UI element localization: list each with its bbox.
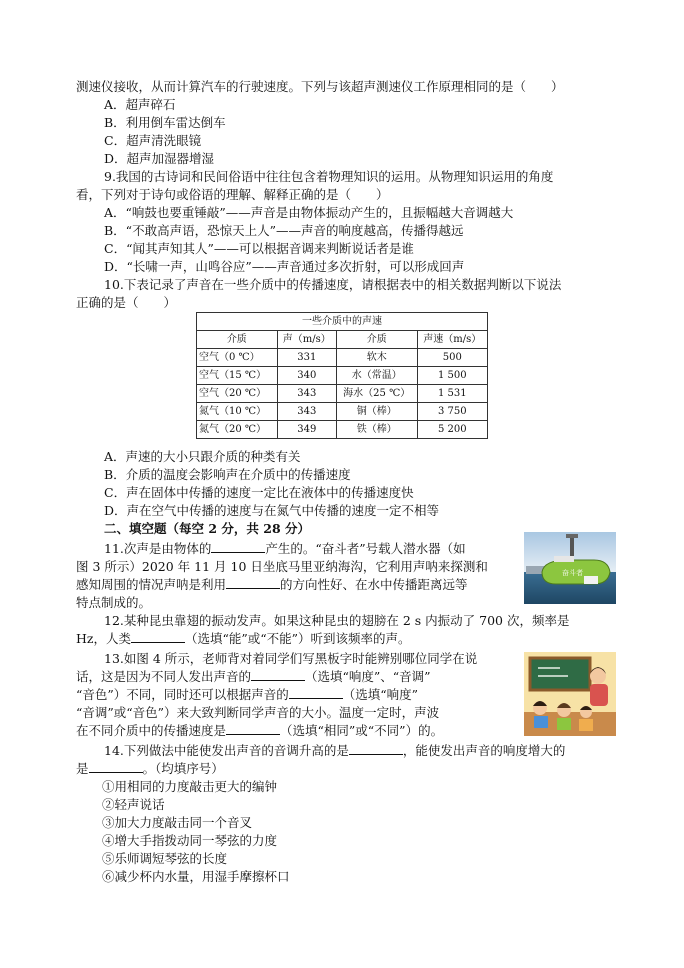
q9-stem-line1: 9.我国的古诗词和民间俗语中往往包含着物理知识的运用。从物理知识运用的角度	[104, 169, 554, 184]
q14-item: ①用相同的力度敲击更大的编钟	[102, 779, 278, 794]
table-cell: 349	[277, 421, 336, 439]
table-header: 声速（m/s）	[417, 331, 487, 349]
q10-stem-line1: 10.下表记录了声音在一些介质中的传播速度，请根据表中的相关数据判断以下说法	[104, 277, 562, 292]
table-header: 介质	[197, 331, 278, 349]
q13-line4: “音调”或“音色”）来大致判断同学声音的大小。温度一定时，声波	[76, 705, 440, 720]
answer-blank[interactable]	[89, 760, 143, 773]
q14-item: ③加大力度敲击同一个音叉	[102, 815, 253, 830]
q11-line2: 图 3 所示）2020 年 11 月 10 日坐底马里亚纳海沟，它利用声呐来探测和	[76, 559, 488, 574]
q10-option-c: C．声在固体中传播的速度一定比在液体中的传播速度快	[104, 485, 414, 500]
q11-line1: 11.次声是由物体的 产生的。“奋斗者”号载人潜水器（如	[104, 541, 466, 556]
q11-line3: 感知周围的情况声呐是利用 的方向性好、在水中传播距离远等	[76, 577, 468, 592]
q10-option-a: A．声速的大小只跟介质的种类有关	[104, 449, 301, 464]
answer-blank[interactable]	[226, 576, 280, 589]
table-cell: 1 500	[417, 367, 487, 385]
q12-line2: Hz，人类 （选填“能”或“不能”）听到该频率的声。	[76, 631, 411, 646]
table-cell: 343	[277, 385, 336, 403]
q9-option-c: C．“闻其声知其人”——可以根据音调来判断说话者是谁	[104, 241, 414, 256]
table-cell: 343	[277, 403, 336, 421]
section-heading: 二、填空题（每空 2 分，共 28 分）	[104, 521, 311, 536]
q8-option-a: A．超声碎石	[104, 97, 176, 112]
table-cell: 5 200	[417, 421, 487, 439]
submersible-photo	[524, 532, 616, 604]
table-cell: 软木	[336, 349, 417, 367]
q8-stem: 测速仪接收，从而计算汽车的行驶速度。下列与该超声测速仪工作原理相同的是（ ）	[76, 79, 564, 94]
q14-item: ②轻声说话	[102, 797, 165, 812]
q8-option-d: D．超声加湿器增湿	[104, 151, 215, 166]
table-header: 声（m/s）	[277, 331, 336, 349]
table-header: 介质	[336, 331, 417, 349]
answer-blank[interactable]	[289, 686, 343, 699]
table-title: 一些介质中的声速	[197, 313, 488, 331]
table-cell: 氮气（10 ℃）	[197, 403, 278, 421]
table-cell: 340	[277, 367, 336, 385]
table-cell: 空气（0 ℃）	[197, 349, 278, 367]
answer-blank[interactable]	[131, 630, 185, 643]
table-cell: 水（常温）	[336, 367, 417, 385]
table-cell: 铜（棒）	[336, 403, 417, 421]
table-row	[197, 421, 488, 439]
q14-item: ④增大手指拨动同一琴弦的力度	[102, 833, 278, 848]
q12-line1: 12.某种昆虫靠翅的振动发声。如果这种昆虫的翅膀在 2 s 内振动了 700 次，频率是	[104, 613, 570, 628]
table-cell: 铁（棒）	[336, 421, 417, 439]
table-cell: 氮气（20 ℃）	[197, 421, 278, 439]
table-cell: 空气（15 ℃）	[197, 367, 278, 385]
table-cell: 331	[277, 349, 336, 367]
answer-blank[interactable]	[349, 742, 403, 755]
q13-line5: 在不同介质中的传播速度是 （选填“相同”或“不同”）的。	[76, 723, 444, 738]
q14-item: ⑥减少杯内水量，用湿手摩擦杯口	[102, 869, 290, 884]
q13-line2: 话，这是因为不同人发出声音的 （选填“响度”、“音调”	[76, 669, 431, 684]
q9-option-b: B．“不敢高声语，恐惊天上人”——声音的响度越高，传播得越远	[104, 223, 464, 238]
q8-option-b: B．利用倒车雷达倒车	[104, 115, 226, 130]
q13-line3: “音色”）不同，同时还可以根据声音的 （选填“响度”	[76, 687, 419, 702]
answer-blank[interactable]	[251, 668, 305, 681]
table-cell: 海水（25 ℃）	[336, 385, 417, 403]
q9-option-d: D．“长啸一声，山鸣谷应”——声音通过多次折射，可以形成回声	[104, 259, 465, 274]
q14-line1: 14.下列做法中能使发出声音的音调升高的是 ，能使发出声音的响度增大的	[104, 743, 566, 758]
q8-option-c: C．超声清洗眼镜	[104, 133, 202, 148]
q9-option-a: A．“响鼓也要重锤敲”——声音是由物体振动产生的，且振幅越大音调越大	[104, 205, 514, 220]
q14-line2: 是 。（均填序号）	[76, 761, 224, 776]
answer-blank[interactable]	[211, 540, 265, 553]
q10-option-d: D．声在空气中传播的速度与在氮气中传播的速度一定不相等	[104, 503, 440, 518]
table-cell: 1 531	[417, 385, 487, 403]
table-row	[197, 403, 488, 421]
answer-blank[interactable]	[226, 722, 280, 735]
q10-stem-line2: 正确的是（ ）	[76, 295, 177, 310]
q9-stem-line2: 看，下列对于诗句或俗语的理解、解释正确的是（ ）	[76, 187, 389, 202]
sound-speed-table	[196, 312, 488, 439]
table-header-row	[197, 331, 488, 349]
q13-line1: 13.如图 4 所示，老师背对着同学们写黑板字时能辨别哪位同学在说	[104, 651, 478, 666]
table-row	[197, 385, 488, 403]
q14-item: ⑤乐师调短琴弦的长度	[102, 851, 228, 866]
table-cell: 空气（20 ℃）	[197, 385, 278, 403]
submersible-label: 奋斗者	[562, 569, 583, 577]
q11-line4: 特点制成的。	[76, 595, 152, 610]
table-cell: 3 750	[417, 403, 487, 421]
classroom-illustration	[524, 652, 616, 736]
table-row	[197, 367, 488, 385]
table-row	[197, 349, 488, 367]
table-cell: 500	[417, 349, 487, 367]
q10-option-b: B．介质的温度会影响声在介质中的传播速度	[104, 467, 351, 482]
